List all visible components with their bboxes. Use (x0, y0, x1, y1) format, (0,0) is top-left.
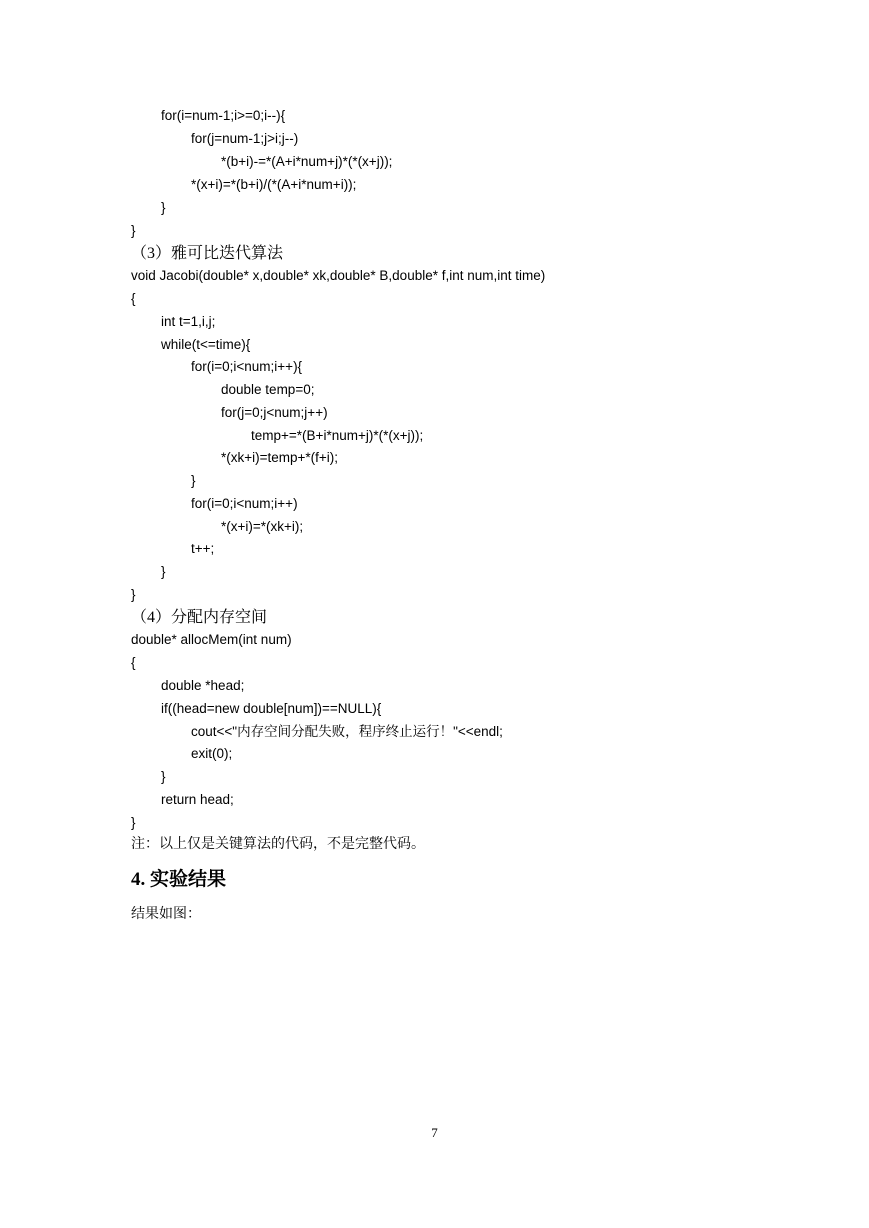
code-line: for(j=0;j<num;j++) (131, 405, 328, 420)
code-line: } (131, 223, 136, 238)
code-line: *(b+i)-=*(A+i*num+j)*(*(x+j)); (131, 154, 393, 169)
code-line: for(j=num-1;j>i;j--) (131, 131, 299, 146)
code-line: while(t<=time){ (131, 337, 251, 352)
subheading-jacobi: （3）雅可比迭代算法 (131, 245, 284, 262)
code-line: } (131, 815, 136, 830)
code-line: } (131, 473, 196, 488)
code-line: double* allocMem(int num) (131, 632, 292, 647)
code-line: *(x+i)=*(b+i)/(*(A+i*num+i)); (131, 177, 357, 192)
code-line: exit(0); (131, 746, 233, 761)
code-line: return head; (131, 792, 234, 807)
code-line: int t=1,i,j; (131, 314, 216, 329)
page-number: 7 (431, 1125, 438, 1140)
code-line: void Jacobi(double* x,double* xk,double* B,double* f,int num,int time) (131, 268, 546, 283)
code-line: } (131, 769, 166, 784)
code-line: *(xk+i)=temp+*(f+i); (131, 450, 339, 465)
code-line: temp+=*(B+i*num+j)*(*(x+j)); (131, 428, 424, 443)
code-line: for(i=0;i<num;i++) (131, 496, 298, 511)
subheading-alloc: （4）分配内存空间 (131, 609, 268, 626)
code-line: cout<<"内存空间分配失败，程序终止运行！"<<endl; (131, 724, 503, 739)
code-line: for(i=0;i<num;i++){ (131, 359, 303, 374)
results-text: 结果如图： (131, 907, 201, 922)
code-line: double temp=0; (131, 382, 315, 397)
code-line: { (131, 655, 136, 670)
code-line: t++; (131, 541, 215, 556)
code-line: double *head; (131, 678, 245, 693)
code-note: 注：以上仅是关键算法的代码，不是完整代码。 (131, 837, 425, 852)
code-line: } (131, 200, 166, 215)
code-line: *(x+i)=*(xk+i); (131, 519, 304, 534)
section-title-results: 4. 实验结果 (131, 869, 227, 890)
code-line: if((head=new double[num])==NULL){ (131, 701, 382, 716)
code-line: { (131, 291, 136, 306)
code-line: } (131, 587, 136, 602)
code-line: } (131, 564, 166, 579)
code-line: for(i=num-1;i>=0;i--){ (131, 108, 286, 123)
